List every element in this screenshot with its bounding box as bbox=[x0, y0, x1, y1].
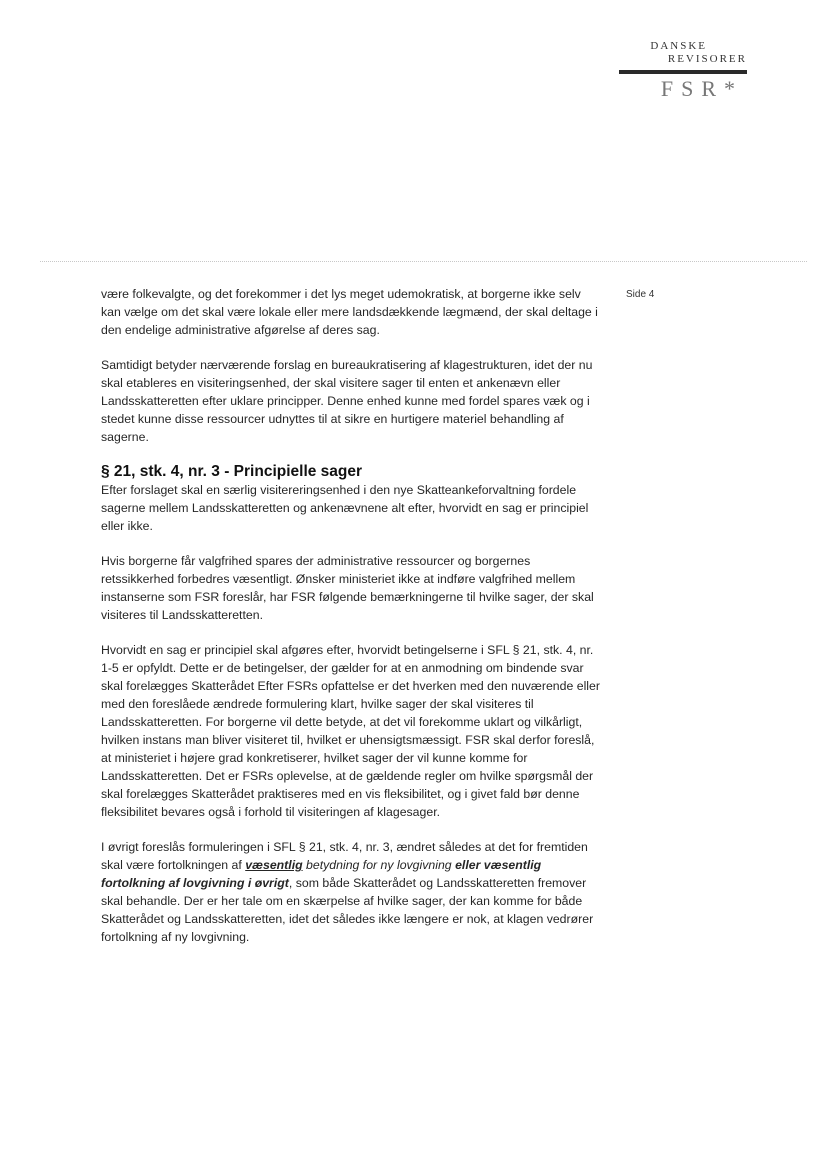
page-number: Side 4 bbox=[626, 289, 655, 300]
section-heading: § 21, stk. 4, nr. 3 - Principielle sager bbox=[101, 463, 363, 480]
logo-line-1: DANSKE bbox=[650, 40, 707, 52]
paragraph-6-emphasis-1: væsentlig bbox=[245, 858, 303, 872]
document-body bbox=[101, 285, 601, 963]
fsr-logo bbox=[617, 40, 747, 102]
paragraph-3: Efter forslaget skal en særlig visitereringsenhed i den nye Skatteankeforvaltning fordele sagerne mellem Landsskatteretten og ankenævnene alt efter, hvorvidt en sag er principiel eller ikke. bbox=[101, 483, 589, 533]
logo-bar bbox=[619, 70, 747, 74]
paragraph-4: Hvis borgerne får valgfrihed spares der administrative ressourcer og borgernes retssikkerhed forbedres væsentligt. Ønsker ministeriet ikke at indføre valgfrihed mellem instanserne som FSR foreslår, har FSR følgende bemærkningerne til hvilke sager, der skal visiteres til Landsskatteretten. bbox=[101, 554, 594, 622]
paragraph-6-emphasis-2: eller væsentlig fortolkning af lovgivning i øvrigt bbox=[101, 858, 542, 890]
paragraph-6 bbox=[101, 838, 601, 946]
paragraph-6-part-e: , som både Skatterådet og Landsskatteretten fremover skal behandle. Der er her tale om en skærpelse af hvilke sager, der kan komme for både Skatterådet og Landsskatteretten, idet det således ikke længere er nok, at klagen vedrører fortolkning af ny lovgivning. bbox=[101, 876, 594, 944]
paragraph-2: Samtidigt betyder nærværende forslag en bureaukratisering af klagestrukturen, idet der nu skal etableres en visiteringsenhed, der skal visitere sager til enten et ankenævn eller Landsskatteretten efter uklare principper. Denne enhed kunne med fordel spares væk og i stedet kunne disse ressourcer udnyttes til at sikre en hurtigere materiel behandling af sagerne. bbox=[101, 358, 593, 444]
logo-mark: FSR* bbox=[660, 76, 743, 101]
paragraph-1: være folkevalgte, og det forekommer i det lys meget udemokratisk, at borgerne ikke selv kan vælge om det skal være lokale eller mere landsdækkende lægmænd, der skal deltage i den endelige administrative afgørelse af deres sag. bbox=[101, 287, 598, 337]
logo-line-2: REVISORER bbox=[667, 53, 747, 65]
paragraph-6-part-a: I øvrigt foreslås formuleringen i SFL § 21, stk. 4, nr. 3, ændret således at det for fremtiden skal være fortolkningen af bbox=[101, 840, 588, 872]
paragraph-5: Hvorvidt en sag er principiel skal afgøres efter, hvorvidt betingelserne i SFL § 21, stk. 4, nr. 1-5 er opfyldt. Dette er de betingelser, der gælder for at en anmodning om bindende svar skal forelægges Skatterådet Efter FSRs opfattelse er det hverken med den nuværende eller med den foreslåede ændrede formulering klart, hvilke sager der skal visiteres til Landsskatteretten. For borgerne vil dette betyde, at det vil forekomme uklart og vilkårligt, hvilken instans man bliver visiteret til, hvilket er uhensigtsmæssigt. FSR skal derfor foreslå, at ministeriet i højere grad konkretiserer, hvilket sager der vil kunne komme for Landsskatteretten. Det er FSRs oplevelse, at de gældende regler om hvilke spørgsmål der skal forelægges Skatterådet praktiseres med en vis fleksibilitet, og i givet fald bør denne fleksibilitet bevares også i forhold til visiteringen af klagesager. bbox=[101, 643, 600, 819]
header-divider bbox=[40, 261, 807, 262]
paragraph-6-part-c: betydning for ny lovgivning bbox=[302, 858, 456, 872]
